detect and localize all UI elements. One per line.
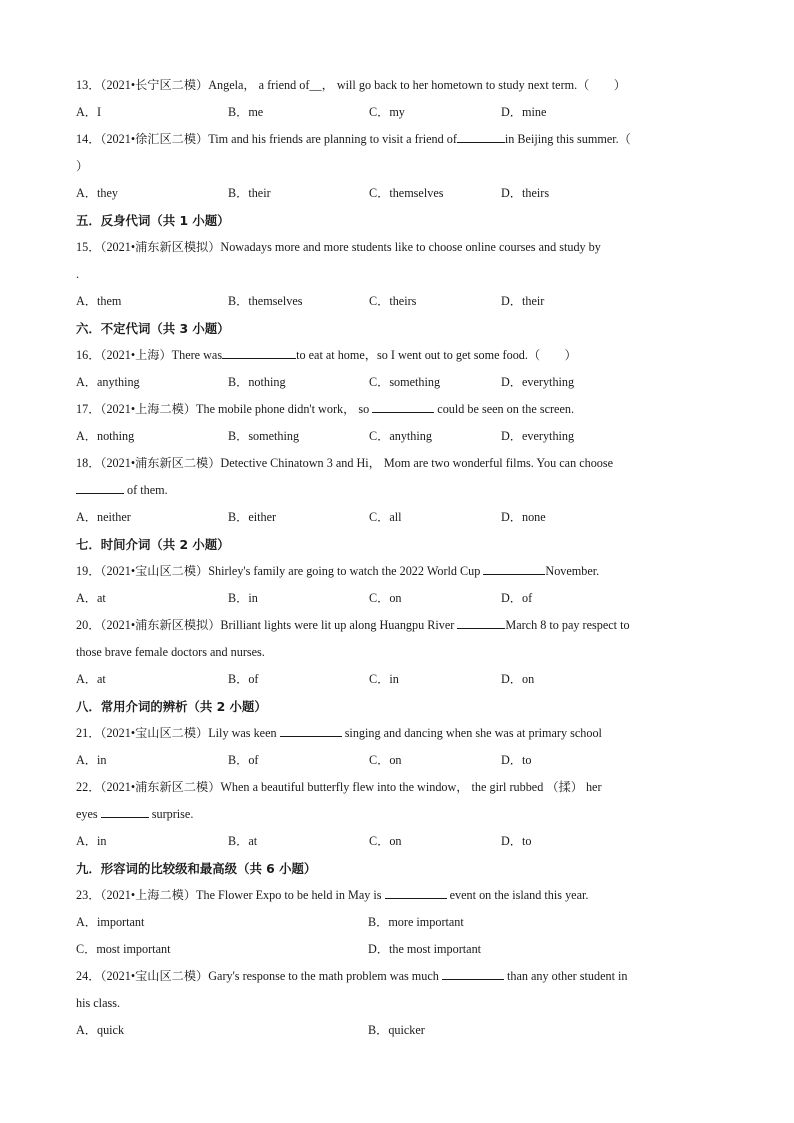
question-18-continued (76, 477, 722, 504)
question-13-options (76, 99, 722, 126)
question-13-stem-b: ， will go back to her hometown to study next term.（ ） (321, 78, 626, 92)
section-6-heading: 六．不定代词（共 3 小题） (76, 321, 230, 336)
option-c[interactable]: C．theirs (369, 294, 417, 308)
option-b[interactable]: B．of (228, 672, 259, 686)
exam-page (76, 72, 722, 1044)
option-c[interactable]: C．on (369, 591, 402, 605)
option-a[interactable]: A．at (76, 591, 106, 605)
question-19-blank (483, 562, 545, 575)
section-5-heading: 五．反身代词（共 1 小题） (76, 213, 230, 228)
question-14-continued (76, 153, 722, 180)
option-b[interactable]: B．in (228, 591, 258, 605)
option-c[interactable]: C．on (369, 834, 402, 848)
question-18-stem-a: 18．（2021•浦东新区二模）Detective Chinatown 3 and Hi， Mom are two wonderful films. You can choose (76, 456, 614, 470)
option-d[interactable]: D．their (501, 294, 545, 308)
section-8-heading: 八．常用介词的辨析（共 2 小题） (76, 699, 267, 714)
option-a[interactable]: A．I (76, 105, 102, 119)
question-19-stem-a: 19．（2021•宝山区二模）Shirley's family are going to watch the 2022 World Cup (76, 564, 481, 578)
question-14-blank (457, 130, 505, 143)
question-19-options (76, 585, 722, 612)
option-c[interactable]: C．all (369, 510, 402, 524)
question-22-stem-c: surprise. (151, 807, 194, 821)
question-20-continued (76, 639, 722, 666)
question-14-stem-c: ） (76, 159, 89, 173)
question-19 (76, 558, 722, 585)
option-c[interactable]: C．most important (76, 942, 171, 956)
option-d[interactable]: D．of (501, 591, 533, 605)
question-22-continued (76, 801, 722, 828)
option-a[interactable]: A．they (76, 186, 118, 200)
question-23-blank (385, 886, 447, 899)
option-d[interactable]: D．to (501, 753, 532, 767)
option-b[interactable]: B．nothing (228, 375, 286, 389)
question-20-options (76, 666, 722, 693)
question-17-stem-b: could be seen on the screen. (437, 402, 574, 416)
question-21-stem-b: singing and dancing when she was at primary school (344, 726, 602, 740)
section-7-heading: 七．时间介词（共 2 小题） (76, 537, 230, 552)
option-a[interactable]: A．neither (76, 510, 131, 524)
option-c[interactable]: C．anything (369, 429, 432, 443)
option-a[interactable]: A．quick (76, 1023, 125, 1037)
question-22-blank (101, 805, 149, 818)
question-17 (76, 396, 722, 423)
question-23-options-row-2 (76, 936, 722, 963)
question-24-stem-c: his class. (76, 996, 121, 1010)
question-13-stem-a: 13．（2021•长宁区二模）Angela， a friend of (76, 78, 310, 92)
option-d[interactable]: D．everything (501, 429, 575, 443)
option-c[interactable]: C．in (369, 672, 399, 686)
question-20-blank (457, 616, 505, 629)
option-d[interactable]: D．the most important (368, 942, 482, 956)
option-c[interactable]: C．my (369, 105, 405, 119)
question-20-stem-c: those brave female doctors and nurses. (76, 645, 265, 659)
option-b[interactable]: B．me (228, 105, 264, 119)
question-23-stem-b: event on the island this year. (449, 888, 589, 902)
question-23 (76, 882, 722, 909)
question-15-continued (76, 261, 722, 288)
option-a[interactable]: A．important (76, 915, 145, 929)
option-a[interactable]: A．anything (76, 375, 140, 389)
question-21-options (76, 747, 722, 774)
question-14-stem-b: in Beijing this summer.（ (504, 132, 631, 146)
section-9-heading: 九．形容词的比较级和最高级（共 6 小题） (76, 861, 317, 876)
option-b[interactable]: B．at (228, 834, 258, 848)
question-21 (76, 720, 722, 747)
question-17-blank (372, 400, 434, 413)
option-c[interactable]: C．on (369, 753, 402, 767)
question-18-blank (76, 481, 124, 494)
option-d[interactable]: D．theirs (501, 186, 550, 200)
question-16-options (76, 369, 722, 396)
question-22 (76, 774, 722, 801)
question-24-blank (442, 967, 504, 980)
question-24-stem-a: 24．（2021•宝山区二模）Gary's response to the math problem was much (76, 969, 439, 983)
question-18-options (76, 504, 722, 531)
question-16-stem-a: 16．（2021•上海）There was (76, 348, 223, 362)
option-d[interactable]: D．to (501, 834, 532, 848)
option-b[interactable]: B．something (228, 429, 300, 443)
question-16-stem-b: to eat at home，so I went out to get some food.（ ） (296, 348, 577, 362)
option-d[interactable]: D．on (501, 672, 535, 686)
question-14-stem-a: 14．（2021•徐汇区二模）Tim and his friends are planning to visit a friend of (76, 132, 457, 146)
question-18-stem-b: of them. (127, 483, 168, 497)
question-24-continued (76, 990, 722, 1017)
question-23-stem-a: 23．（2021•上海二模）The Flower Expo to be held in May is (76, 888, 382, 902)
option-b[interactable]: B．more important (368, 915, 464, 929)
question-24-stem-b: than any other student in (506, 969, 628, 983)
question-15-stem-b: . (76, 267, 80, 281)
question-17-options (76, 423, 722, 450)
question-24-options (76, 1017, 722, 1044)
option-a[interactable]: A．nothing (76, 429, 135, 443)
option-c[interactable]: C．something (369, 375, 441, 389)
option-a[interactable]: A．at (76, 672, 106, 686)
question-21-blank (280, 724, 342, 737)
question-24 (76, 963, 722, 990)
question-20-stem-b: March 8 to pay respect to (505, 618, 630, 632)
question-19-stem-b: November. (545, 564, 600, 578)
option-b[interactable]: B．quicker (368, 1023, 425, 1037)
question-23-options-row-1 (76, 909, 722, 936)
option-d[interactable]: D．everything (501, 375, 575, 389)
question-22-stem-a: 22．（2021•浦东新区二模）When a beautiful butterfly flew into the window， the girl rubbed （揉） her (76, 780, 602, 794)
option-d[interactable]: D．none (501, 510, 546, 524)
option-a[interactable]: A．in (76, 753, 107, 767)
option-b[interactable]: B．their (228, 186, 271, 200)
question-21-stem-a: 21．（2021•宝山区二模）Lily was keen (76, 726, 277, 740)
option-b[interactable]: B．of (228, 753, 259, 767)
question-17-stem-a: 17．（2021•上海二模）The mobile phone didn't work， so (76, 402, 370, 416)
option-a[interactable]: A．in (76, 834, 107, 848)
option-d[interactable]: D．mine (501, 105, 547, 119)
question-22-stem-b: eyes (76, 807, 98, 821)
question-18 (76, 450, 722, 477)
question-20-stem-a: 20．（2021•浦东新区模拟）Brilliant lights were lit up along Huangpu River (76, 618, 455, 632)
question-14-options (76, 180, 722, 207)
question-13-blank: __ (309, 78, 322, 92)
question-20 (76, 612, 722, 639)
question-15 (76, 234, 722, 261)
question-16-blank (222, 346, 296, 359)
question-13 (76, 72, 722, 99)
question-15-stem-a: 15．（2021•浦东新区模拟）Nowadays more and more students like to choose online courses and study by (76, 240, 601, 254)
question-15-options (76, 288, 722, 315)
option-c[interactable]: C．themselves (369, 186, 444, 200)
question-14 (76, 126, 722, 153)
option-b[interactable]: B．themselves (228, 294, 303, 308)
question-22-options (76, 828, 722, 855)
question-16 (76, 342, 722, 369)
option-a[interactable]: A．them (76, 294, 122, 308)
option-b[interactable]: B．either (228, 510, 277, 524)
